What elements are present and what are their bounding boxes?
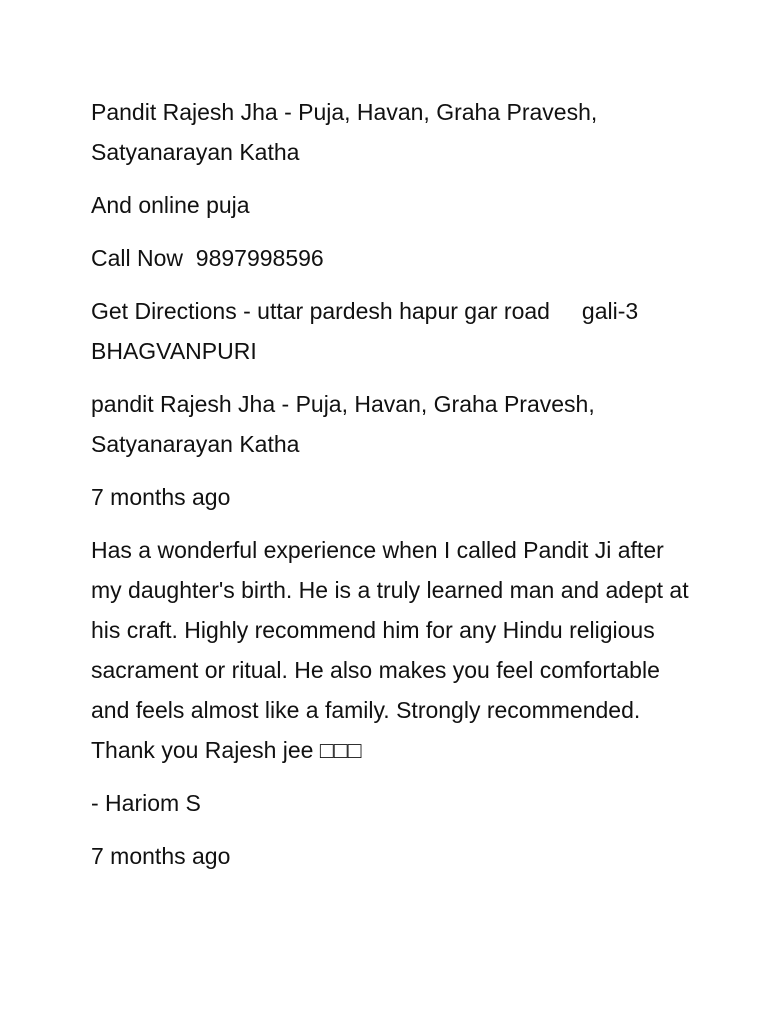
call-now-line: Call Now 9897998596 bbox=[91, 245, 324, 271]
review-text: Has a wonderful experience when I called Pandit Ji after my daughter's birth. He is a truly learned man and adept at his craft. Highly recommend him for any Hindu religious sacrament or ritual. He also makes you feel comfortable and feels almost like a family. Strongly recommended. Thank you Rajesh jee □□□ bbox=[91, 537, 695, 763]
timestamp: 7 months ago bbox=[91, 484, 231, 510]
review-timestamp: 7 months ago bbox=[91, 843, 231, 869]
business-title: Pandit Rajesh Jha - Puja, Havan, Graha Pravesh, Satyanarayan Katha bbox=[91, 99, 604, 165]
business-subtitle: pandit Rajesh Jha - Puja, Havan, Graha Pravesh, Satyanarayan Katha bbox=[91, 391, 602, 457]
review-author: - Hariom S bbox=[91, 790, 201, 816]
directions-line: Get Directions - uttar pardesh hapur gar road gali-3 BHAGVANPURI bbox=[91, 298, 645, 364]
service-note: And online puja bbox=[91, 192, 250, 218]
document-body bbox=[91, 92, 695, 889]
